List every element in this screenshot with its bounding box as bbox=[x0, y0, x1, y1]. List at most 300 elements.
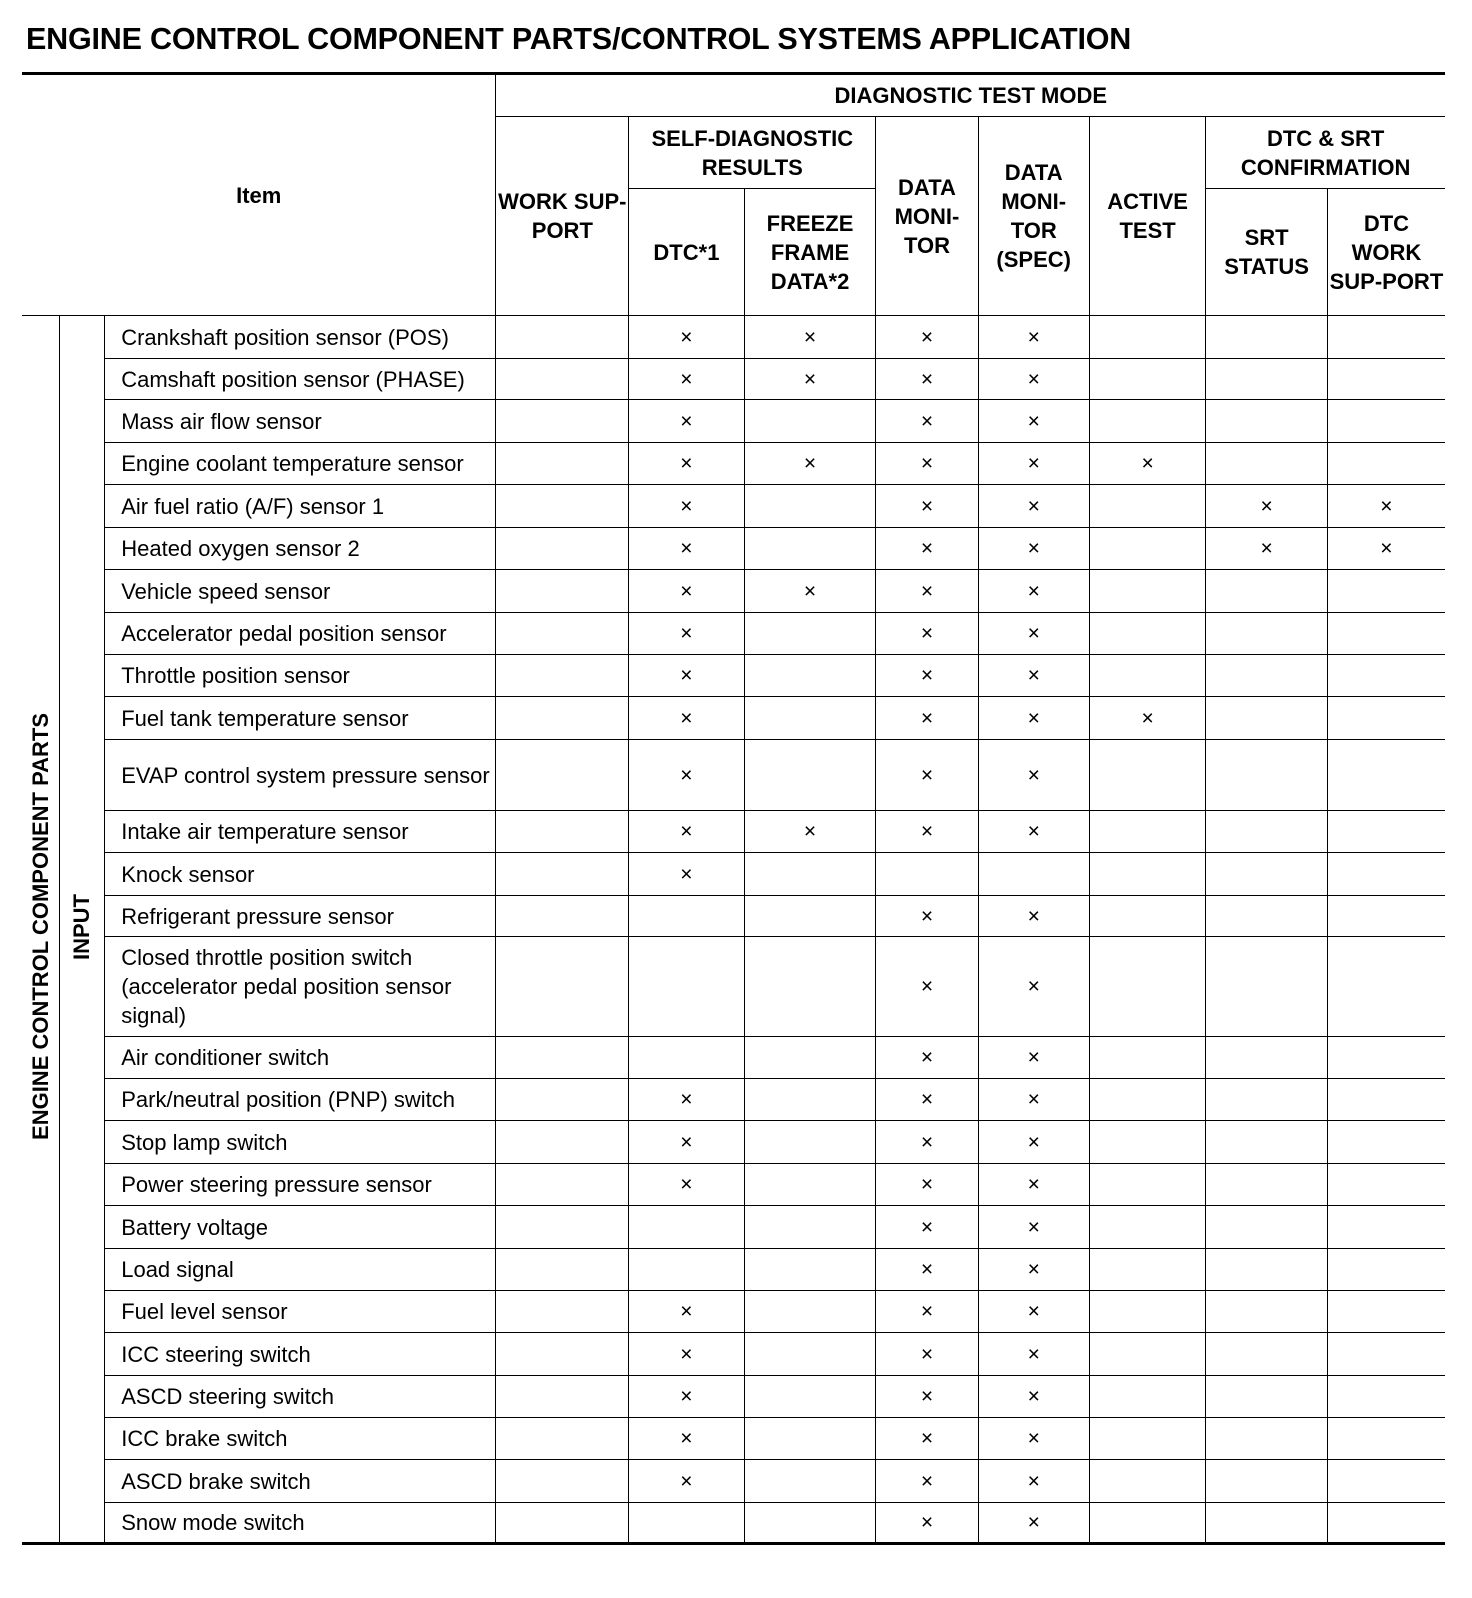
check-mark-icon: × bbox=[920, 763, 934, 787]
check-mark-icon: × bbox=[920, 1300, 934, 1323]
check-mark-icon: × bbox=[920, 1258, 934, 1281]
check-mark-icon: × bbox=[920, 1427, 934, 1450]
item-name: Heated oxygen sensor 2 bbox=[105, 528, 496, 570]
check-mark-icon: × bbox=[1027, 1342, 1040, 1366]
cell-freeze_frame bbox=[744, 1037, 876, 1079]
check-mark-icon: × bbox=[680, 1469, 693, 1493]
cell-active_test bbox=[1089, 1164, 1205, 1206]
header-freeze-frame-data: FREEZE FRAME DATA*2 bbox=[744, 189, 876, 316]
cell-active_test bbox=[1089, 359, 1205, 400]
item-name: Air fuel ratio (A/F) sensor 1 bbox=[105, 485, 496, 528]
check-mark-icon: × bbox=[1027, 1215, 1040, 1239]
cell-srt_status bbox=[1206, 485, 1328, 528]
cell-data_monitor bbox=[876, 316, 978, 359]
check-mark-icon: × bbox=[1027, 494, 1040, 518]
cell-data_monitor_spec bbox=[978, 811, 1089, 853]
cell-active_test bbox=[1089, 1418, 1205, 1460]
check-mark-icon: × bbox=[920, 579, 934, 603]
cell-work_support bbox=[496, 697, 629, 740]
table-row bbox=[22, 1079, 1445, 1121]
cell-dtc bbox=[629, 443, 744, 485]
check-mark-icon: × bbox=[680, 1385, 693, 1408]
check-mark-icon: × bbox=[1027, 537, 1040, 560]
check-mark-icon: × bbox=[680, 664, 693, 687]
cell-srt_status bbox=[1206, 1291, 1328, 1333]
item-name: Load signal bbox=[105, 1249, 496, 1291]
cell-data_monitor_spec bbox=[978, 485, 1089, 528]
item-name: Stop lamp switch bbox=[105, 1121, 496, 1164]
table-row bbox=[22, 1503, 1445, 1544]
cell-data_monitor bbox=[876, 1249, 978, 1291]
check-mark-icon: × bbox=[1027, 1469, 1040, 1493]
cell-data_monitor_spec bbox=[978, 1460, 1089, 1503]
table-row bbox=[22, 613, 1445, 655]
cell-srt_status bbox=[1206, 1206, 1328, 1249]
cell-active_test bbox=[1089, 853, 1205, 896]
cell-active_test bbox=[1089, 1333, 1205, 1376]
cell-dtc bbox=[629, 740, 744, 811]
check-mark-icon: × bbox=[920, 367, 934, 391]
cell-data_monitor_spec bbox=[978, 443, 1089, 485]
cell-active_test bbox=[1089, 570, 1205, 613]
table-row bbox=[22, 1333, 1445, 1376]
cell-dtc_work_support bbox=[1327, 853, 1445, 896]
cell-dtc_work_support bbox=[1327, 1418, 1445, 1460]
cell-data_monitor_spec bbox=[978, 316, 1089, 359]
cell-work_support bbox=[496, 316, 629, 359]
cell-active_test bbox=[1089, 937, 1205, 1037]
header-dtc-work-support: DTC WORK SUP-PORT bbox=[1327, 189, 1445, 316]
cell-work_support bbox=[496, 359, 629, 400]
item-name: Snow mode switch bbox=[105, 1503, 496, 1544]
cell-freeze_frame bbox=[744, 443, 876, 485]
header-self-diagnostic-results: SELF-DIAGNOSTIC RESULTS bbox=[629, 117, 876, 189]
cell-freeze_frame bbox=[744, 811, 876, 853]
cell-active_test bbox=[1089, 1291, 1205, 1333]
cell-dtc bbox=[629, 1418, 744, 1460]
cell-active_test bbox=[1089, 613, 1205, 655]
check-mark-icon: × bbox=[1141, 706, 1154, 730]
cell-freeze_frame bbox=[744, 655, 876, 697]
cell-data_monitor_spec bbox=[978, 1503, 1089, 1544]
cell-srt_status bbox=[1206, 1079, 1328, 1121]
cell-data_monitor bbox=[876, 1206, 978, 1249]
cell-work_support bbox=[496, 570, 629, 613]
cell-srt_status bbox=[1206, 896, 1328, 937]
cell-active_test bbox=[1089, 485, 1205, 528]
cell-dtc bbox=[629, 1460, 744, 1503]
cell-srt_status bbox=[1206, 570, 1328, 613]
cell-dtc bbox=[629, 1376, 744, 1418]
cell-data_monitor_spec bbox=[978, 1079, 1089, 1121]
cell-active_test bbox=[1089, 1376, 1205, 1418]
cell-active_test bbox=[1089, 811, 1205, 853]
table-row bbox=[22, 1460, 1445, 1503]
item-name: Power steering pressure sensor bbox=[105, 1164, 496, 1206]
cell-data_monitor_spec bbox=[978, 655, 1089, 697]
cell-data_monitor bbox=[876, 1333, 978, 1376]
cell-dtc_work_support bbox=[1327, 937, 1445, 1037]
check-mark-icon: × bbox=[920, 904, 934, 928]
cell-work_support bbox=[496, 485, 629, 528]
cell-data_monitor bbox=[876, 1376, 978, 1418]
cell-data_monitor bbox=[876, 570, 978, 613]
cell-active_test bbox=[1089, 740, 1205, 811]
check-mark-icon: × bbox=[1027, 1385, 1040, 1408]
cell-srt_status bbox=[1206, 443, 1328, 485]
cell-work_support bbox=[496, 811, 629, 853]
cell-dtc_work_support bbox=[1327, 1503, 1445, 1544]
cell-work_support bbox=[496, 1503, 629, 1544]
cell-freeze_frame bbox=[744, 1249, 876, 1291]
cell-data_monitor bbox=[876, 400, 978, 443]
cell-freeze_frame bbox=[744, 1503, 876, 1544]
cell-freeze_frame bbox=[744, 1333, 876, 1376]
cell-data_monitor bbox=[876, 359, 978, 400]
cell-work_support bbox=[496, 443, 629, 485]
cell-data_monitor bbox=[876, 1164, 978, 1206]
item-name: Camshaft position sensor (PHASE) bbox=[105, 359, 496, 400]
cell-work_support bbox=[496, 400, 629, 443]
cell-srt_status bbox=[1206, 1333, 1328, 1376]
item-name: ASCD steering switch bbox=[105, 1376, 496, 1418]
cell-work_support bbox=[496, 655, 629, 697]
cell-dtc_work_support bbox=[1327, 1460, 1445, 1503]
cell-dtc_work_support bbox=[1327, 443, 1445, 485]
cell-dtc bbox=[629, 359, 744, 400]
check-mark-icon: × bbox=[680, 409, 693, 433]
check-mark-icon: × bbox=[1027, 820, 1040, 843]
cell-data_monitor bbox=[876, 1418, 978, 1460]
item-name: Closed throttle position switch (accelerator pedal position sensor signal) bbox=[105, 937, 496, 1037]
check-mark-icon: × bbox=[680, 1088, 693, 1111]
cell-dtc bbox=[629, 528, 744, 570]
cell-dtc_work_support bbox=[1327, 528, 1445, 570]
cell-freeze_frame bbox=[744, 1418, 876, 1460]
check-mark-icon: × bbox=[920, 494, 934, 518]
item-name: Mass air flow sensor bbox=[105, 400, 496, 443]
page-title: ENGINE CONTROL COMPONENT PARTS/CONTROL SYSTEMS APPLICATION bbox=[26, 22, 1132, 56]
cell-dtc_work_support bbox=[1327, 485, 1445, 528]
cell-freeze_frame bbox=[744, 937, 876, 1037]
cell-dtc_work_support bbox=[1327, 1164, 1445, 1206]
check-mark-icon: × bbox=[920, 820, 934, 843]
header-data-monitor: DATA MONI-TOR bbox=[876, 117, 978, 316]
check-mark-icon: × bbox=[1027, 452, 1040, 475]
cell-dtc bbox=[629, 697, 744, 740]
check-mark-icon: × bbox=[920, 622, 934, 645]
check-mark-icon: × bbox=[680, 1300, 693, 1323]
cell-srt_status bbox=[1206, 1418, 1328, 1460]
table-row bbox=[22, 400, 1445, 443]
cell-data_monitor_spec bbox=[978, 359, 1089, 400]
check-mark-icon: × bbox=[803, 452, 817, 475]
cell-srt_status bbox=[1206, 1121, 1328, 1164]
item-name: Knock sensor bbox=[105, 853, 496, 896]
cell-dtc bbox=[629, 1079, 744, 1121]
cell-dtc_work_support bbox=[1327, 1249, 1445, 1291]
check-mark-icon: × bbox=[1027, 706, 1040, 730]
header-srt-status: SRT STATUS bbox=[1206, 189, 1328, 316]
item-name: Fuel level sensor bbox=[105, 1291, 496, 1333]
check-mark-icon: × bbox=[1027, 1300, 1040, 1323]
cell-srt_status bbox=[1206, 811, 1328, 853]
cell-data_monitor bbox=[876, 485, 978, 528]
cell-work_support bbox=[496, 1121, 629, 1164]
cell-active_test bbox=[1089, 655, 1205, 697]
cell-dtc_work_support bbox=[1327, 1206, 1445, 1249]
check-mark-icon: × bbox=[680, 325, 693, 349]
cell-dtc_work_support bbox=[1327, 740, 1445, 811]
cell-dtc_work_support bbox=[1327, 697, 1445, 740]
cell-dtc_work_support bbox=[1327, 316, 1445, 359]
cell-srt_status bbox=[1206, 1037, 1328, 1079]
cell-srt_status bbox=[1206, 1376, 1328, 1418]
cell-srt_status bbox=[1206, 1164, 1328, 1206]
cell-active_test bbox=[1089, 316, 1205, 359]
cell-dtc_work_support bbox=[1327, 896, 1445, 937]
cell-freeze_frame bbox=[744, 1376, 876, 1418]
cell-dtc_work_support bbox=[1327, 359, 1445, 400]
cell-srt_status bbox=[1206, 528, 1328, 570]
check-mark-icon: × bbox=[680, 820, 693, 843]
cell-data_monitor bbox=[876, 443, 978, 485]
check-mark-icon: × bbox=[920, 1130, 934, 1154]
cell-dtc bbox=[629, 485, 744, 528]
check-mark-icon: × bbox=[920, 409, 934, 433]
cell-freeze_frame bbox=[744, 316, 876, 359]
header-data-monitor-spec: DATA MONI-TOR (SPEC) bbox=[978, 117, 1089, 316]
cell-srt_status bbox=[1206, 613, 1328, 655]
cell-dtc_work_support bbox=[1327, 811, 1445, 853]
cell-srt_status bbox=[1206, 655, 1328, 697]
table-row bbox=[22, 1037, 1445, 1079]
cell-work_support bbox=[496, 1418, 629, 1460]
check-mark-icon: × bbox=[1027, 1511, 1040, 1534]
cell-freeze_frame bbox=[744, 400, 876, 443]
cell-freeze_frame bbox=[744, 485, 876, 528]
item-name: Battery voltage bbox=[105, 1206, 496, 1249]
check-mark-icon: × bbox=[1027, 622, 1040, 645]
check-mark-icon: × bbox=[920, 325, 934, 349]
table-row bbox=[22, 1164, 1445, 1206]
cell-srt_status bbox=[1206, 359, 1328, 400]
cell-data_monitor bbox=[876, 655, 978, 697]
item-name: Crankshaft position sensor (POS) bbox=[105, 316, 496, 359]
check-mark-icon: × bbox=[920, 1342, 934, 1366]
cell-data_monitor bbox=[876, 811, 978, 853]
header-dtc-srt-confirmation: DTC & SRT CONFIRMATION bbox=[1206, 117, 1445, 189]
check-mark-icon: × bbox=[680, 494, 693, 518]
header-diagnostic-test-mode: DIAGNOSTIC TEST MODE bbox=[496, 74, 1445, 117]
check-mark-icon: × bbox=[680, 1173, 693, 1196]
cell-active_test bbox=[1089, 1460, 1205, 1503]
cell-data_monitor_spec bbox=[978, 1121, 1089, 1164]
cell-dtc_work_support bbox=[1327, 613, 1445, 655]
cell-dtc_work_support bbox=[1327, 1037, 1445, 1079]
header-work-support: WORK SUP-PORT bbox=[496, 117, 629, 316]
cell-freeze_frame bbox=[744, 1079, 876, 1121]
cell-dtc bbox=[629, 613, 744, 655]
item-name: Vehicle speed sensor bbox=[105, 570, 496, 613]
item-name: ICC steering switch bbox=[105, 1333, 496, 1376]
table-row bbox=[22, 570, 1445, 613]
check-mark-icon: × bbox=[920, 1046, 934, 1069]
cell-data_monitor bbox=[876, 1460, 978, 1503]
cell-active_test bbox=[1089, 896, 1205, 937]
cell-freeze_frame bbox=[744, 1460, 876, 1503]
cell-freeze_frame bbox=[744, 1206, 876, 1249]
cell-freeze_frame bbox=[744, 697, 876, 740]
cell-data_monitor bbox=[876, 528, 978, 570]
check-mark-icon: × bbox=[920, 537, 934, 560]
cell-freeze_frame bbox=[744, 1164, 876, 1206]
check-mark-icon: × bbox=[1027, 409, 1040, 433]
item-name: Accelerator pedal position sensor bbox=[105, 613, 496, 655]
cell-work_support bbox=[496, 1037, 629, 1079]
cell-freeze_frame bbox=[744, 896, 876, 937]
check-mark-icon: × bbox=[803, 820, 817, 843]
check-mark-icon: × bbox=[920, 1469, 934, 1493]
check-mark-icon: × bbox=[1027, 367, 1040, 391]
cell-freeze_frame bbox=[744, 359, 876, 400]
cell-work_support bbox=[496, 1333, 629, 1376]
table-row bbox=[22, 1291, 1445, 1333]
cell-srt_status bbox=[1206, 697, 1328, 740]
check-mark-icon: × bbox=[920, 1385, 934, 1408]
cell-dtc_work_support bbox=[1327, 1376, 1445, 1418]
cell-srt_status bbox=[1206, 1503, 1328, 1544]
cell-data_monitor_spec bbox=[978, 937, 1089, 1037]
cell-active_test bbox=[1089, 1249, 1205, 1291]
cell-data_monitor_spec bbox=[978, 740, 1089, 811]
cell-work_support bbox=[496, 740, 629, 811]
cell-data_monitor bbox=[876, 1079, 978, 1121]
check-mark-icon: × bbox=[920, 1511, 934, 1534]
cell-data_monitor_spec bbox=[978, 853, 1089, 896]
cell-data_monitor bbox=[876, 937, 978, 1037]
check-mark-icon: × bbox=[920, 452, 934, 475]
item-name: EVAP control system pressure sensor bbox=[105, 740, 496, 811]
cell-dtc_work_support bbox=[1327, 1333, 1445, 1376]
subgroup-label: INPUT bbox=[69, 893, 95, 960]
check-mark-icon: × bbox=[1027, 1258, 1040, 1281]
cell-active_test bbox=[1089, 1079, 1205, 1121]
check-mark-icon: × bbox=[680, 763, 693, 787]
check-mark-icon: × bbox=[803, 579, 817, 603]
check-mark-icon: × bbox=[1380, 537, 1393, 560]
cell-active_test bbox=[1089, 1206, 1205, 1249]
table-row bbox=[22, 316, 1445, 359]
cell-data_monitor_spec bbox=[978, 400, 1089, 443]
check-mark-icon: × bbox=[1027, 579, 1040, 603]
cell-dtc_work_support bbox=[1327, 655, 1445, 697]
subgroup-label-cell bbox=[60, 316, 105, 1544]
check-mark-icon: × bbox=[680, 1130, 693, 1154]
cell-dtc bbox=[629, 937, 744, 1037]
check-mark-icon: × bbox=[1027, 975, 1040, 998]
check-mark-icon: × bbox=[1260, 537, 1273, 560]
cell-data_monitor bbox=[876, 1503, 978, 1544]
cell-data_monitor_spec bbox=[978, 1291, 1089, 1333]
table-row bbox=[22, 443, 1445, 485]
check-mark-icon: × bbox=[803, 325, 817, 349]
cell-data_monitor bbox=[876, 896, 978, 937]
item-name: Intake air temperature sensor bbox=[105, 811, 496, 853]
cell-dtc bbox=[629, 570, 744, 613]
check-mark-icon: × bbox=[803, 367, 817, 391]
cell-data_monitor_spec bbox=[978, 1206, 1089, 1249]
cell-data_monitor bbox=[876, 613, 978, 655]
cell-data_monitor_spec bbox=[978, 613, 1089, 655]
cell-data_monitor bbox=[876, 740, 978, 811]
table-row bbox=[22, 485, 1445, 528]
table-row bbox=[22, 1418, 1445, 1460]
cell-work_support bbox=[496, 528, 629, 570]
cell-dtc bbox=[629, 811, 744, 853]
group-label: ENGINE CONTROL COMPONENT PARTS bbox=[27, 713, 53, 1140]
cell-dtc_work_support bbox=[1327, 570, 1445, 613]
check-mark-icon: × bbox=[920, 1088, 934, 1111]
check-mark-icon: × bbox=[1141, 452, 1154, 475]
cell-work_support bbox=[496, 1206, 629, 1249]
table-row bbox=[22, 1376, 1445, 1418]
check-mark-icon: × bbox=[920, 975, 934, 998]
cell-freeze_frame bbox=[744, 570, 876, 613]
cell-srt_status bbox=[1206, 400, 1328, 443]
item-name: Engine coolant temperature sensor bbox=[105, 443, 496, 485]
cell-srt_status bbox=[1206, 1460, 1328, 1503]
cell-data_monitor_spec bbox=[978, 1249, 1089, 1291]
check-mark-icon: × bbox=[680, 579, 693, 603]
cell-freeze_frame bbox=[744, 1121, 876, 1164]
cell-dtc bbox=[629, 1121, 744, 1164]
cell-data_monitor_spec bbox=[978, 896, 1089, 937]
cell-srt_status bbox=[1206, 316, 1328, 359]
header-active-test: ACTIVE TEST bbox=[1089, 117, 1205, 316]
cell-freeze_frame bbox=[744, 1291, 876, 1333]
cell-dtc bbox=[629, 1249, 744, 1291]
check-mark-icon: × bbox=[680, 862, 693, 886]
cell-freeze_frame bbox=[744, 613, 876, 655]
cell-work_support bbox=[496, 1079, 629, 1121]
cell-dtc bbox=[629, 1333, 744, 1376]
check-mark-icon: × bbox=[920, 1215, 934, 1239]
item-name: Park/neutral position (PNP) switch bbox=[105, 1079, 496, 1121]
check-mark-icon: × bbox=[1380, 494, 1393, 518]
cell-dtc bbox=[629, 1164, 744, 1206]
cell-dtc bbox=[629, 655, 744, 697]
cell-dtc bbox=[629, 853, 744, 896]
cell-active_test bbox=[1089, 443, 1205, 485]
check-mark-icon: × bbox=[1260, 494, 1273, 518]
check-mark-icon: × bbox=[1027, 1088, 1040, 1111]
cell-srt_status bbox=[1206, 740, 1328, 811]
check-mark-icon: × bbox=[920, 1173, 934, 1196]
item-name: Fuel tank temperature sensor bbox=[105, 697, 496, 740]
cell-work_support bbox=[496, 1164, 629, 1206]
cell-dtc bbox=[629, 896, 744, 937]
cell-work_support bbox=[496, 613, 629, 655]
cell-dtc bbox=[629, 400, 744, 443]
check-mark-icon: × bbox=[680, 452, 693, 475]
cell-freeze_frame bbox=[744, 853, 876, 896]
check-mark-icon: × bbox=[1027, 664, 1040, 687]
cell-data_monitor bbox=[876, 697, 978, 740]
table-row bbox=[22, 740, 1445, 811]
cell-work_support bbox=[496, 1376, 629, 1418]
cell-data_monitor_spec bbox=[978, 1418, 1089, 1460]
